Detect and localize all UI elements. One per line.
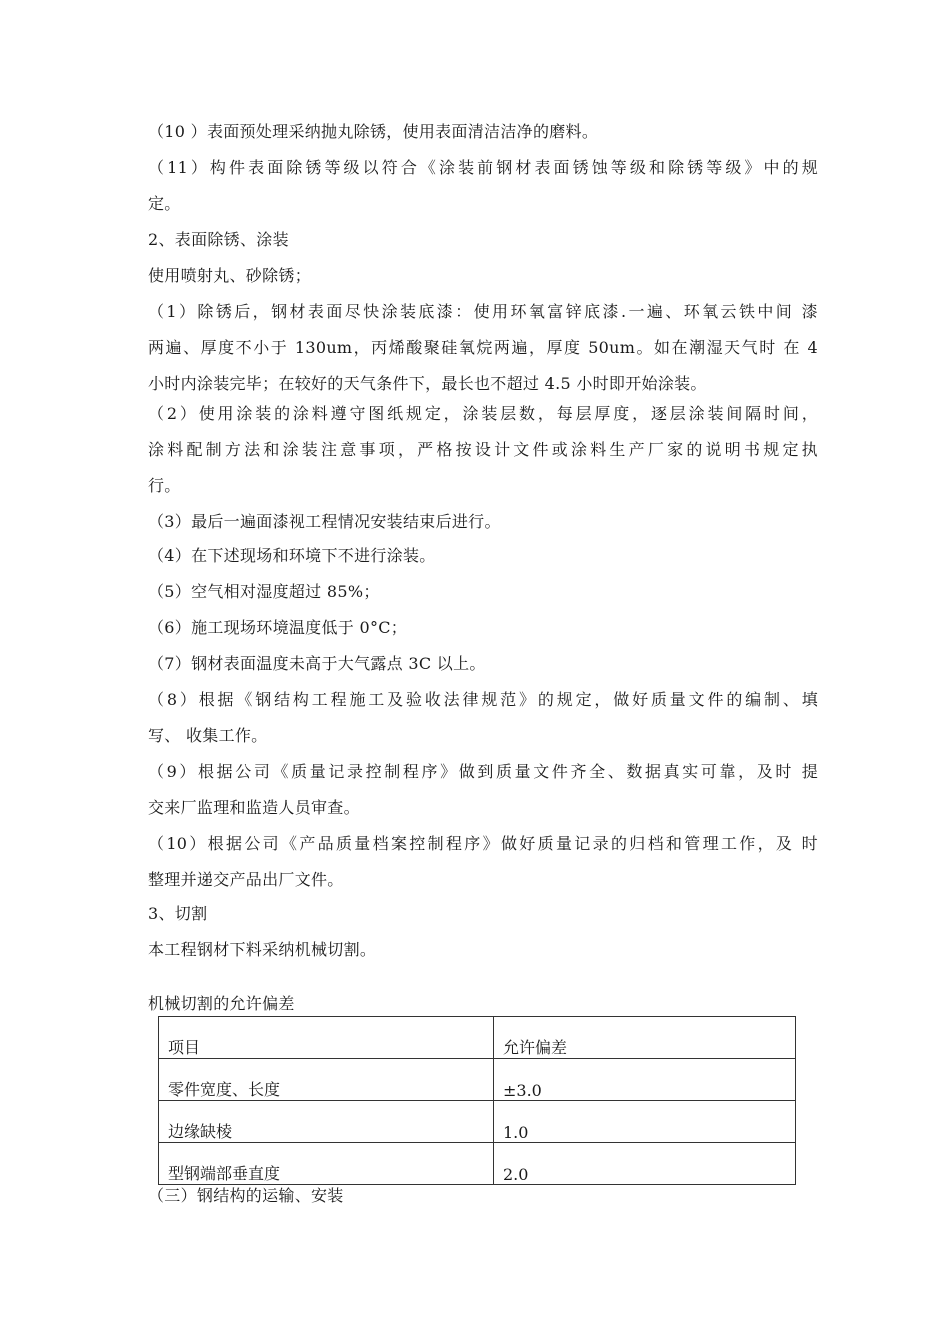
section-heading: 2、表面除锈、涂装 (148, 230, 289, 249)
paragraph-line: （10 ）表面预处理采纳抛丸除锈，使用表面清洁洁净的磨料。 (148, 122, 599, 141)
table-header-cell: 项目 (159, 1017, 494, 1059)
table-cell: 1.0 (494, 1101, 796, 1143)
paragraph-line: （5）空气相对湿度超过 85%； (148, 582, 380, 601)
paragraph-line: （4）在下述现场和环境下不进行涂装。 (148, 546, 436, 565)
paragraph-line: （11）构件表面除锈等级以符合《涂装前钢材表面锈蚀等级和除锈等级》中的规 (148, 158, 818, 177)
paragraph-line: （2）使用涂装的涂料遵守图纸规定，涂装层数，每层厚度，逐层涂装间隔时间， (148, 404, 818, 423)
paragraph-line: （8）根据《钢结构工程施工及验收法律规范》的规定，做好质量文件的编制、填 (148, 690, 818, 709)
paragraph-line: （10）根据公司《产品质量档案控制程序》做好质量记录的归档和管理工作，及 时 (148, 834, 818, 853)
paragraph-line: 两遍、厚度不小于 130um，丙烯酸聚硅氧烷两遍，厚度 50um。如在潮湿天气时 在 4 (148, 338, 818, 357)
paragraph-line: 本工程钢材下料采纳机械切割。 (148, 940, 377, 959)
paragraph-line: 使用喷射丸、砂除锈； (148, 266, 312, 285)
table-cell: 零件宽度、长度 (159, 1059, 494, 1101)
paragraph-line: （1）除锈后，钢材表面尽快涂装底漆：使用环氧富锌底漆.一遍、环氧云铁中间 漆 (148, 302, 818, 321)
table-row (159, 1143, 796, 1185)
table-row (159, 1059, 796, 1101)
table-cell: ±3.0 (494, 1059, 796, 1101)
section-heading: （三）钢结构的运输、安装 (148, 1186, 344, 1205)
paragraph-line: 写、 收集工作。 (148, 726, 268, 745)
paragraph-line: （9）根据公司《质量记录控制程序》做到质量文件齐全、数据真实可靠，及时 提 (148, 762, 818, 781)
table-cell: 2.0 (494, 1143, 796, 1185)
paragraph-line: （6）施工现场环境温度低于 0°C； (148, 618, 408, 637)
table-caption: 机械切割的允许偏差 (148, 994, 295, 1013)
tolerance-table (158, 1016, 796, 1185)
paragraph-line: （3）最后一遍面漆视工程情况安装结束后进行。 (148, 512, 501, 531)
table-row (159, 1101, 796, 1143)
paragraph-line: 行。 (148, 476, 181, 495)
section-heading: 3、切割 (148, 904, 208, 923)
paragraph-line: （7）钢材表面温度未高于大气露点 3C 以上。 (148, 654, 486, 673)
paragraph-line: 交来厂监理和监造人员审查。 (148, 798, 360, 817)
paragraph-line: 涂料配制方法和涂装注意事项，严格按设计文件或涂料生产厂家的说明书规定执 (148, 440, 818, 459)
table-header-cell: 允许偏差 (494, 1017, 796, 1059)
table-cell: 型钢端部垂直度 (159, 1143, 494, 1185)
table-cell: 边缘缺棱 (159, 1101, 494, 1143)
paragraph-line: 定。 (148, 194, 181, 213)
paragraph-line: 小时内涂装完毕；在较好的天气条件下，最长也不超过 4.5 小时即开始涂装。 (148, 374, 707, 393)
table-header-row (159, 1017, 796, 1059)
paragraph-line: 整理并递交产品出厂文件。 (148, 870, 344, 889)
